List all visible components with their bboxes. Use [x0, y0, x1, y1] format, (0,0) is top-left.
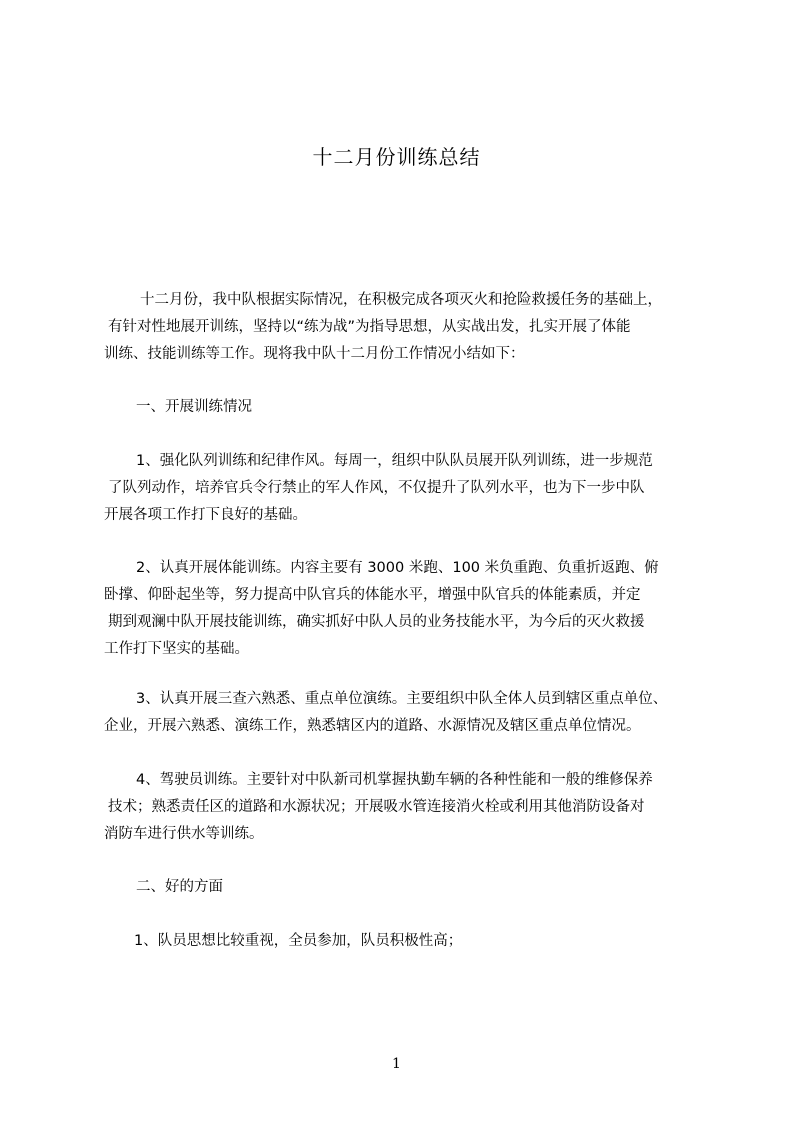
item-1-line-2: 了队列动作，培养官兵令行禁止的军人作风，不仅提升了队列水平，也为下一步中队 — [108, 480, 645, 496]
document-title: 十二月份训练总结 — [312, 145, 481, 169]
item-1-paragraph — [104, 448, 704, 529]
item-4-paragraph — [104, 767, 704, 848]
intro-line-3: 训练、技能训练等工作。现将我中队十二月份工作情况小结如下： — [104, 346, 525, 362]
item-4-line-3: 消防车进行供水等训练。 — [104, 826, 264, 842]
item-3-line-1: 3、认真开展三查六熟悉、重点单位演练。主要组织中队全体人员到辖区重点单位、 — [136, 691, 668, 707]
item-2-line-1: 2、认真开展体能训练。内容主要有 3000 米跑、100 米负重跑、负重折返跑、俯 — [136, 560, 659, 576]
section-heading-good-aspects: 二、好的方面 — [136, 879, 223, 895]
intro-line-1: 十二月份，我中队根据实际情况，在积极完成各项灭火和抢险救援任务的基础上， — [140, 292, 662, 308]
item-3-line-2: 企业，开展六熟悉、演练工作，熟悉辖区内的道路、水源情况及辖区重点单位情况。 — [104, 718, 641, 734]
intro-line-2: 有针对性地展开训练，坚持以“练为战”为指导思想，从实战出发，扎实开展了体能 — [108, 319, 631, 335]
section-heading-training: 一、开展训练情况 — [136, 399, 252, 415]
item-4-line-1: 4、驾驶员训练。主要针对中队新司机掌握执勤车辆的各种性能和一般的维修保养 — [136, 772, 653, 788]
item-2-line-3: 期到观澜中队开展技能训练，确实抓好中队人员的业务技能水平，为今后的灭火救援 — [108, 614, 645, 630]
item-2-line-2: 卧撑、仰卧起坐等，努力提高中队官兵的体能水平，增强中队官兵的体能素质，并定 — [104, 587, 641, 603]
good-aspect-1: 1、队员思想比较重视，全员参加，队员积极性高； — [134, 933, 463, 949]
item-2-paragraph — [104, 555, 704, 663]
item-3-paragraph — [104, 686, 704, 740]
intro-paragraph — [104, 287, 704, 368]
item-1-line-3: 开展各项工作打下良好的基础。 — [104, 507, 307, 523]
item-1-line-1: 1、强化队列训练和纪律作风。每周一，组织中队队员展开队列训练，进一步规范 — [136, 453, 653, 469]
item-2-line-4: 工作打下坚实的基础。 — [104, 641, 249, 657]
page-number: 1 — [392, 1056, 401, 1072]
item-4-line-2: 技术；熟悉责任区的道路和水源状况；开展吸水管连接消火栓或利用其他消防设备对 — [108, 799, 645, 815]
